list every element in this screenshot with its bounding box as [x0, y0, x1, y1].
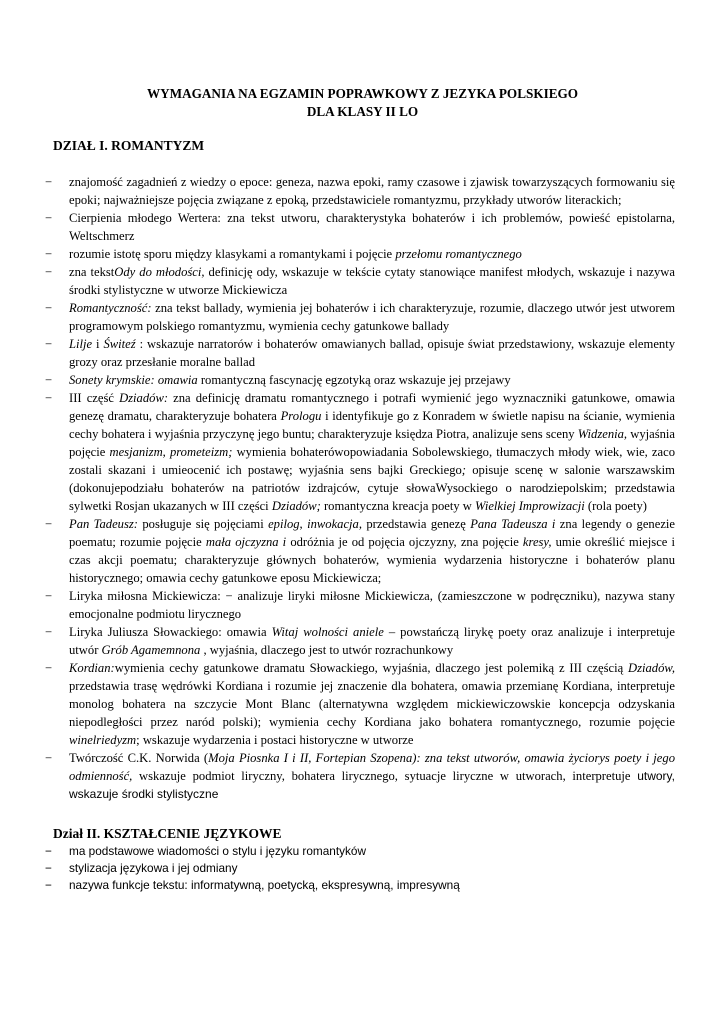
italic-text: epilog, inwokacja,	[268, 517, 362, 531]
item-text: Liryka Juliusza Słowackiego: omawia	[69, 625, 272, 639]
romantyzm-requirements-list	[45, 173, 675, 803]
italic-text: Sonety krymskie: omawia	[69, 373, 198, 387]
document-title-line-2: DLA KLASY II LO	[306, 104, 419, 119]
item-text: romantyczną fascynację egzotyką oraz wskazuje jej przejawy	[197, 373, 511, 387]
item-text: (rola poety)	[584, 499, 647, 513]
list-bullet: −	[45, 247, 53, 261]
italic-text: Moja Piosnka I i II, Fortepian Szopena): zna tekst utworów, omawia życiorys poety i jego odmienność,	[69, 751, 675, 783]
italic-text: Dziadów;	[271, 499, 321, 513]
item-text: znajomość zagadnień z wiedzy o epoce: geneza, nazwa epoki, ramy czasowe i zjawisk towarzyszących formowaniu się epoki; najważniejsze pojęcia związane z epoką, przedstawiciele romantyzmu, przykłady utworów literackich;	[69, 175, 675, 207]
italic-text: mała ojczyzna i	[205, 535, 287, 549]
italic-text: Pana Tadeusza i	[470, 517, 556, 531]
item-text: wymienia cechy gatunkowe dramatu Słowackiego, wyjaśnia, dlaczego jest polemiką z III częścią	[114, 661, 628, 675]
list-item	[45, 860, 675, 877]
item-text: : wskazuje narratorów i bohaterów omawianych ballad, opisuje świat przedstawiony, wskazuje elementy grozy oraz przesłanie moralne ballad	[69, 337, 675, 369]
list-bullet: −	[45, 625, 53, 639]
item-text: zna tekst ballady, wymienia jej bohaterów i ich charakteryzuje, rozumie, dlaczego utwór jest utworem programowym polskiego romantyzmu, wymienia cechy gatunkowe ballady	[69, 301, 675, 333]
italic-text: Lilje	[69, 337, 93, 351]
item-text: wskazuje podmiot liryczny, bohatera lirycznego, sytuacje liryczne w utworach, interpretuje	[132, 769, 638, 783]
list-bullet: −	[45, 844, 52, 858]
list-bullet: −	[45, 517, 53, 531]
item-text: , wyjaśnia, dlaczego jest to utwór rozrachunkowy	[200, 643, 454, 657]
list-bullet: −	[45, 391, 53, 405]
document-title-line-1: WYMAGANIA NA EGZAMIN POPRAWKOWY Z JEZYKA POLSKIEGO	[146, 86, 579, 101]
item-text: romantyczna kreacja poety w	[320, 499, 476, 513]
italic-text: kresy,	[522, 535, 552, 549]
item-text: przedstawia genezę	[361, 517, 471, 531]
list-item	[45, 263, 675, 299]
section-heading-ksztalcenie-jezykowe: Dział II. KSZTAŁCENIE JĘZYKOWE	[53, 826, 282, 841]
section-heading-romantyzm: DZIAŁ I. ROMANTYZM	[53, 138, 205, 153]
list-item	[45, 843, 675, 860]
item-text: i identyfikuje go z Konradem w świetle napisu na ścianie, wymienia cechy bohatera i wyjaśnia przyczynę jego buntu; charakteryzuje księdza Piotra, analizuje sens sceny	[69, 409, 676, 441]
item-text: opisuje scenę w salonie warszawskim (dokonujepodziału bohaterów na patriotów izdrajców, cytuje słowaWysockiego o narodziepolskim; przedstawia sylwetki Rosjan ukazanych w III części	[69, 463, 675, 513]
list-bullet: −	[45, 589, 53, 603]
item-text: III część	[69, 391, 120, 405]
list-item	[45, 245, 675, 263]
list-item	[45, 515, 675, 587]
item-text: wyjaśnia pojęcie	[69, 427, 676, 459]
list-bullet: −	[45, 337, 53, 351]
item-text: zna tekst	[69, 265, 115, 279]
list-item	[45, 371, 675, 389]
list-bullet: −	[45, 861, 52, 875]
italic-text: Wielkiej Improwizacji	[475, 499, 585, 513]
item-text: definicję ody, wskazuje w tekście cytaty stanowiące manifest młodych, wskazuje i nazywa środki stylistyczne w utworze Mickiewicza	[69, 265, 675, 297]
italic-text: Dziadów,	[627, 661, 675, 675]
italic-text: mesjanizm, prometeizm;	[109, 445, 233, 459]
item-text: – powstańczą lirykę poety oraz analizuje i interpretuje utwór	[69, 625, 676, 657]
list-bullet: −	[45, 373, 53, 387]
item-text: umie określić miejsce i czas akcji poematu; charakteryzuje głównych bohaterów, wymienia wydarzenia historyczne i bohaterów planu historycznego; omawia cechy gatunkowe eposu Mickiewicza;	[69, 535, 675, 585]
list-item	[45, 623, 675, 659]
language-requirements-list	[45, 843, 675, 894]
item-text: zna definicję dramatu romantycznego i potrafi wymienić jego wyznaczniki gatunkowe, omawia genezę dramatu, charakteryzuje bohatera	[69, 391, 675, 423]
item-text: przedstawia trasę wędrówki Kordiana i rozumie jej znaczenie dla bohatera, omawia przemianę Kordiana, interpretuje monolog bohatera na szczycie Mont Blanc (alternatywna względem mickiewiczowskie koncepcja odzyskania niepodległości przez naród polski); wymienia cechy Kordiana jako bohatera romantycznego, rozumie pojęcie	[69, 679, 675, 729]
item-text: posługuje się pojęciami	[137, 517, 269, 531]
item-text: i	[92, 337, 104, 351]
list-item	[45, 335, 675, 371]
item-text: Cierpienia młodego Wertera: zna tekst utworu, charakterystyka bohaterów i ich problemów, powieść epistolarna, Weltschmerz	[69, 211, 675, 243]
italic-text: winelriedyzm	[69, 733, 137, 747]
list-item	[45, 209, 675, 245]
item-text: nazywa funkcje tekstu: informatywną, poetycką, ekspresywną, impresywną	[69, 878, 460, 892]
italic-text: Pan Tadeusz:	[69, 517, 138, 531]
italic-text: Grób Agamemnona	[101, 643, 201, 657]
italic-text: Romantyczność:	[69, 301, 152, 315]
item-text: stylizacja językowa i jej odmiany	[69, 861, 238, 875]
item-text: utwory, wskazuje środki stylistyczne	[69, 769, 675, 801]
item-text: rozumie istotę sporu między klasykami a romantykami i pojęcie	[69, 247, 396, 261]
list-item	[45, 173, 675, 209]
list-bullet: −	[45, 751, 53, 765]
italic-text: Świteź	[103, 337, 136, 351]
list-bullet: −	[45, 175, 53, 189]
italic-text: Witaj wolności aniele	[271, 625, 384, 639]
item-text: ; wskazuje wydarzenia i postaci historyczne w utworze	[136, 733, 414, 747]
list-item	[45, 659, 675, 749]
item-text: wymienia bohaterówopowiadania Sobolewskiego, tłumaczych młody wiek, wie, zaco zostali skazani i umieocenić ich postawę; wyjaśnia sens bajki Greckiego	[69, 445, 676, 477]
italic-text: Prologu	[280, 409, 322, 423]
item-text: ma podstawowe wiadomości o stylu i języku romantyków	[69, 844, 367, 858]
italic-text: Ody do młodości,	[114, 265, 205, 279]
list-item	[45, 749, 675, 803]
italic-text: Widzenia,	[577, 427, 628, 441]
list-item	[45, 299, 675, 335]
italic-text: Kordian:	[69, 661, 115, 675]
item-text: zna legendy o genezie poematu; rozumie pojęcie	[69, 517, 675, 549]
item-text: Twórczość C.K. Norwida (	[69, 751, 209, 765]
list-bullet: −	[45, 211, 53, 225]
list-item	[45, 587, 675, 623]
list-item	[45, 877, 675, 894]
list-bullet: −	[45, 301, 53, 315]
list-item	[45, 389, 675, 515]
item-text: Liryka miłosna Mickiewicza: − analizuje liryki miłosne Mickiewicza, (zamieszczone w podręczniku), nazywa stany emocjonalne podmiotu lirycznego	[69, 589, 675, 621]
italic-text: ;	[461, 463, 466, 477]
list-bullet: −	[45, 878, 52, 892]
list-bullet: −	[45, 661, 53, 675]
item-text: odróżnia je od pojęcia ojczyzny, zna pojęcie	[286, 535, 523, 549]
list-bullet: −	[45, 265, 53, 279]
italic-text: Dziadów:	[119, 391, 169, 405]
italic-text: przełomu romantycznego	[395, 247, 522, 261]
